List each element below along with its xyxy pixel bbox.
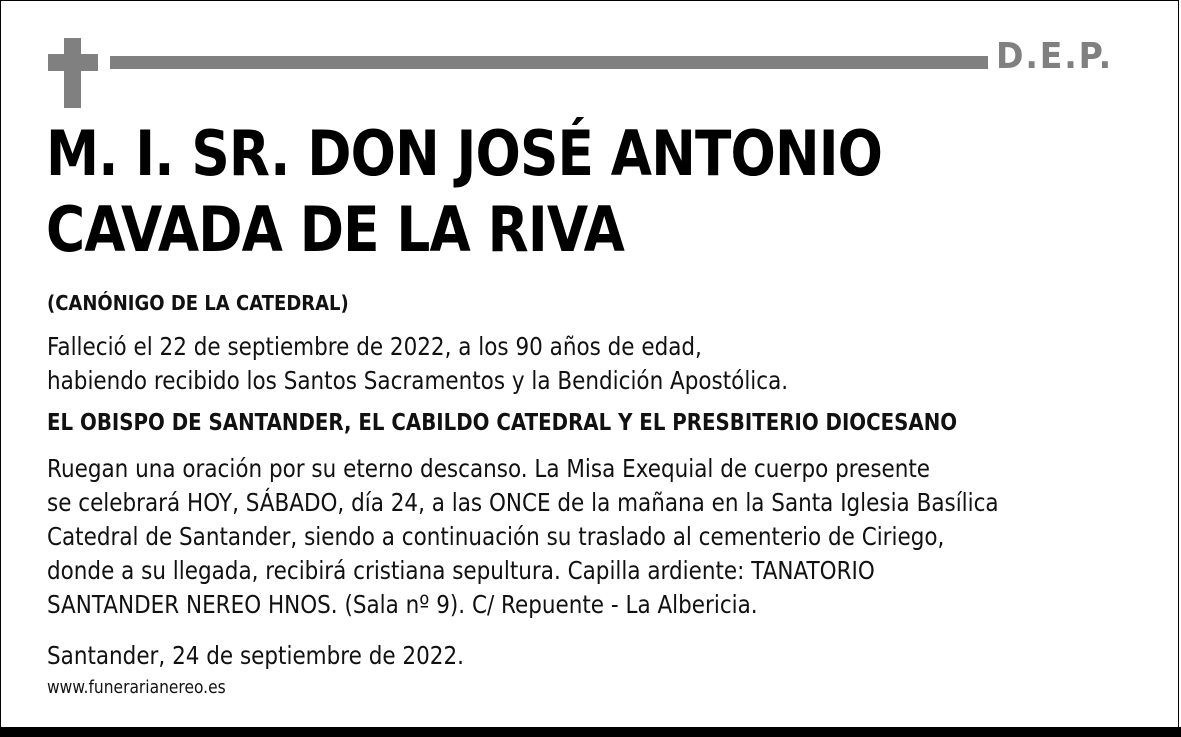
funeral-details-line-2: se celebrará HOY, SÁBADO, día 24, a las ONCE de la mañana en la Santa Iglesia Basílica (47, 488, 999, 517)
funeral-details-line-4: donde a su llegada, recibirá cristiana sepultura. Capilla ardiente: TANATORIO (47, 556, 875, 585)
funeral-details-line-3: Catedral de Santander, siendo a continuación su traslado al cementerio de Ciriego, (47, 522, 945, 551)
cross-icon-bar (48, 54, 98, 71)
header-rule (110, 56, 988, 69)
deceased-name-line-1: M. I. SR. DON JOSÉ ANTONIO (46, 117, 883, 190)
death-notice-line-2: habiendo recibido los Santos Sacramentos y la Bendición Apostólica. (47, 366, 789, 395)
funeral-details-line-5: SANTANDER NEREO HNOS. (Sala nº 9). C/ Repuente - La Albericia. (47, 590, 758, 619)
mourners-line: EL OBISPO DE SANTANDER, EL CABILDO CATEDRAL Y EL PRESBITERIO DIOCESANO (47, 410, 958, 436)
funeral-details (47, 452, 999, 622)
death-notice (47, 330, 788, 398)
dep-badge: D.E.P. (996, 36, 1114, 77)
death-notice-line-1: Falleció el 22 de septiembre de 2022, a los 90 años de edad, (47, 332, 702, 361)
dateline: Santander, 24 de septiembre de 2022. (47, 641, 464, 670)
deceased-name (46, 116, 882, 268)
cross-icon (64, 38, 81, 108)
title-note: (CANÓNIGO DE LA CATEDRAL) (47, 291, 349, 315)
funeral-details-line-1: Ruegan una oración por su eterno descanso. La Misa Exequial de cuerpo presente (47, 454, 931, 483)
bottom-border (0, 727, 1181, 737)
website-link[interactable]: www.funerarianereo.es (47, 677, 226, 698)
deceased-name-line-2: CAVADA DE LA RIVA (46, 193, 625, 266)
